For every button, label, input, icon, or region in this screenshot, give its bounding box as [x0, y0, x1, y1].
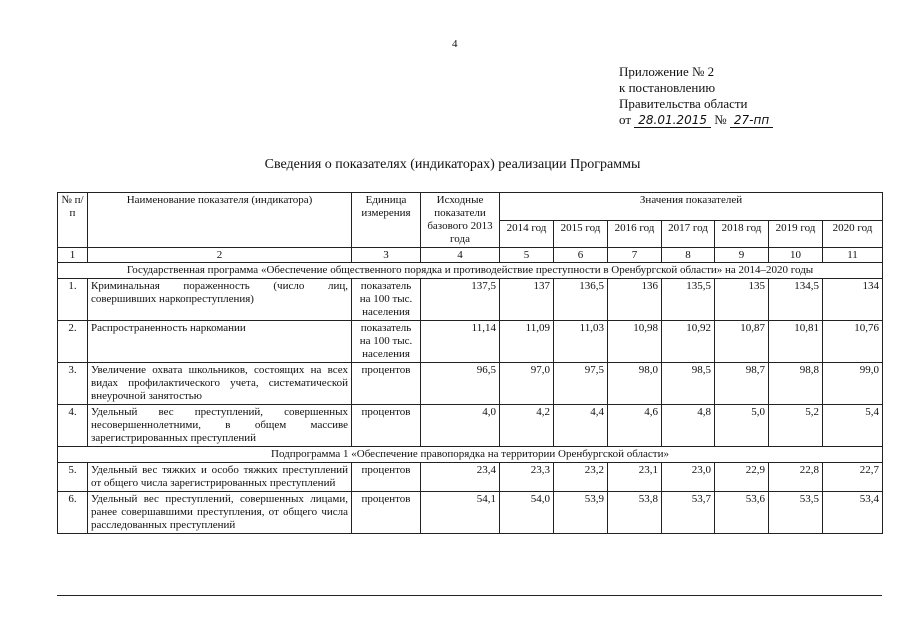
year-value: 23,2: [554, 463, 608, 492]
unit-of-measure: показатель на 100 тыс. населения: [352, 321, 421, 363]
header-year: 2018 год: [715, 220, 769, 248]
table-row: [58, 363, 883, 405]
table-row: [58, 463, 883, 492]
year-value: 98,7: [715, 363, 769, 405]
indicator-name: Распространенность наркомании: [88, 321, 352, 363]
baseline-value: 96,5: [421, 363, 500, 405]
year-value: 10,98: [608, 321, 662, 363]
year-value: 10,92: [662, 321, 715, 363]
year-value: 23,3: [500, 463, 554, 492]
column-index-cell: 10: [769, 248, 823, 263]
appendix-line: Правительства области: [619, 96, 748, 111]
page-bottom-rule: [57, 595, 882, 596]
row-number: 5.: [58, 463, 88, 492]
year-value: 97,5: [554, 363, 608, 405]
year-value: 98,0: [608, 363, 662, 405]
column-index-cell: 6: [554, 248, 608, 263]
header-baseline: Исходные показатели базового 2013 года: [421, 193, 500, 248]
header-num: № п/п: [58, 193, 88, 248]
column-index-row: [58, 248, 883, 263]
section-row: [58, 447, 883, 463]
year-value: 53,8: [608, 492, 662, 534]
row-number: 2.: [58, 321, 88, 363]
indicator-name: Увеличение охвата школьников, состоящих на всех видах профилактического учета, систематической внеурочной занятостью: [88, 363, 352, 405]
header-row: [58, 193, 883, 221]
section-title: Государственная программа «Обеспечение общественного порядка и противодействие преступности в Оренбургской области» на 2014–2020 годы: [58, 263, 883, 279]
year-value: 53,4: [823, 492, 883, 534]
appendix-block: [619, 64, 773, 128]
year-value: 53,6: [715, 492, 769, 534]
year-value: 22,9: [715, 463, 769, 492]
unit-of-measure: показатель на 100 тыс. населения: [352, 279, 421, 321]
year-value: 22,7: [823, 463, 883, 492]
year-value: 137: [500, 279, 554, 321]
year-value: 135,5: [662, 279, 715, 321]
year-value: 4,8: [662, 405, 715, 447]
year-value: 4,2: [500, 405, 554, 447]
column-index-cell: 5: [500, 248, 554, 263]
column-index-cell: 4: [421, 248, 500, 263]
column-index-cell: 1: [58, 248, 88, 263]
year-value: 5,2: [769, 405, 823, 447]
baseline-value: 11,14: [421, 321, 500, 363]
year-value: 11,09: [500, 321, 554, 363]
date-prefix: от: [619, 112, 632, 127]
year-value: 5,0: [715, 405, 769, 447]
year-value: 53,9: [554, 492, 608, 534]
header-year: 2016 год: [608, 220, 662, 248]
header-values-group: Значения показателей: [500, 193, 883, 221]
year-value: 98,5: [662, 363, 715, 405]
document-title: Сведения о показателях (индикаторах) реализации Программы: [264, 157, 641, 172]
row-number: 6.: [58, 492, 88, 534]
table-row: [58, 405, 883, 447]
header-year: 2015 год: [554, 220, 608, 248]
column-index-cell: 3: [352, 248, 421, 263]
row-number: 4.: [58, 405, 88, 447]
number-prefix: №: [714, 112, 727, 127]
baseline-value: 4,0: [421, 405, 500, 447]
column-index-cell: 2: [88, 248, 352, 263]
indicators-table: [57, 192, 883, 534]
column-index-cell: 7: [608, 248, 662, 263]
year-value: 23,1: [608, 463, 662, 492]
section-title: Подпрограмма 1 «Обеспечение правопорядка на территории Оренбургской области»: [58, 447, 883, 463]
row-number: 3.: [58, 363, 88, 405]
header-year: 2020 год: [823, 220, 883, 248]
header-name: Наименование показателя (индикатора): [88, 193, 352, 248]
unit-of-measure: процентов: [352, 463, 421, 492]
column-index-cell: 8: [662, 248, 715, 263]
year-value: 4,6: [608, 405, 662, 447]
header-year: 2014 год: [500, 220, 554, 248]
baseline-value: 23,4: [421, 463, 500, 492]
year-value: 134,5: [769, 279, 823, 321]
row-number: 1.: [58, 279, 88, 321]
year-value: 11,03: [554, 321, 608, 363]
year-value: 22,8: [769, 463, 823, 492]
section-row: [58, 263, 883, 279]
year-value: 54,0: [500, 492, 554, 534]
year-value: 10,87: [715, 321, 769, 363]
appendix-line: к постановлению: [619, 80, 716, 95]
header-year: 2017 год: [662, 220, 715, 248]
unit-of-measure: процентов: [352, 405, 421, 447]
column-index-cell: 11: [823, 248, 883, 263]
year-value: 98,8: [769, 363, 823, 405]
handwritten-number: 27-пп: [730, 113, 773, 128]
table-row: [58, 279, 883, 321]
indicator-name: Удельный вес преступлений, совершенных несовершеннолетними, в общем массиве зарегистрированных преступлений: [88, 405, 352, 447]
handwritten-date: 28.01.2015: [634, 113, 711, 128]
indicator-name: Криминальная пораженность (число лиц, совершивших наркопреступления): [88, 279, 352, 321]
year-value: 136: [608, 279, 662, 321]
baseline-value: 54,1: [421, 492, 500, 534]
table-body: [58, 193, 883, 534]
year-value: 53,7: [662, 492, 715, 534]
year-value: 136,5: [554, 279, 608, 321]
header-year: 2019 год: [769, 220, 823, 248]
year-value: 99,0: [823, 363, 883, 405]
page-number: 4: [452, 38, 458, 50]
baseline-value: 137,5: [421, 279, 500, 321]
table-row: [58, 492, 883, 534]
year-value: 134: [823, 279, 883, 321]
column-index-cell: 9: [715, 248, 769, 263]
unit-of-measure: процентов: [352, 492, 421, 534]
year-value: 5,4: [823, 405, 883, 447]
year-value: 53,5: [769, 492, 823, 534]
appendix-date-line: [619, 112, 773, 128]
year-value: 10,81: [769, 321, 823, 363]
year-value: 4,4: [554, 405, 608, 447]
header-unit: Единица измерения: [352, 193, 421, 248]
year-value: 10,76: [823, 321, 883, 363]
unit-of-measure: процентов: [352, 363, 421, 405]
year-value: 97,0: [500, 363, 554, 405]
indicator-name: Удельный вес преступлений, совершенных лицами, ранее совершавшими преступления, от общего числа расследованных преступлений: [88, 492, 352, 534]
indicator-name: Удельный вес тяжких и особо тяжких преступлений от общего числа зарегистрированных преступлений: [88, 463, 352, 492]
year-value: 23,0: [662, 463, 715, 492]
appendix-line: Приложение № 2: [619, 64, 715, 79]
table-row: [58, 321, 883, 363]
year-value: 135: [715, 279, 769, 321]
